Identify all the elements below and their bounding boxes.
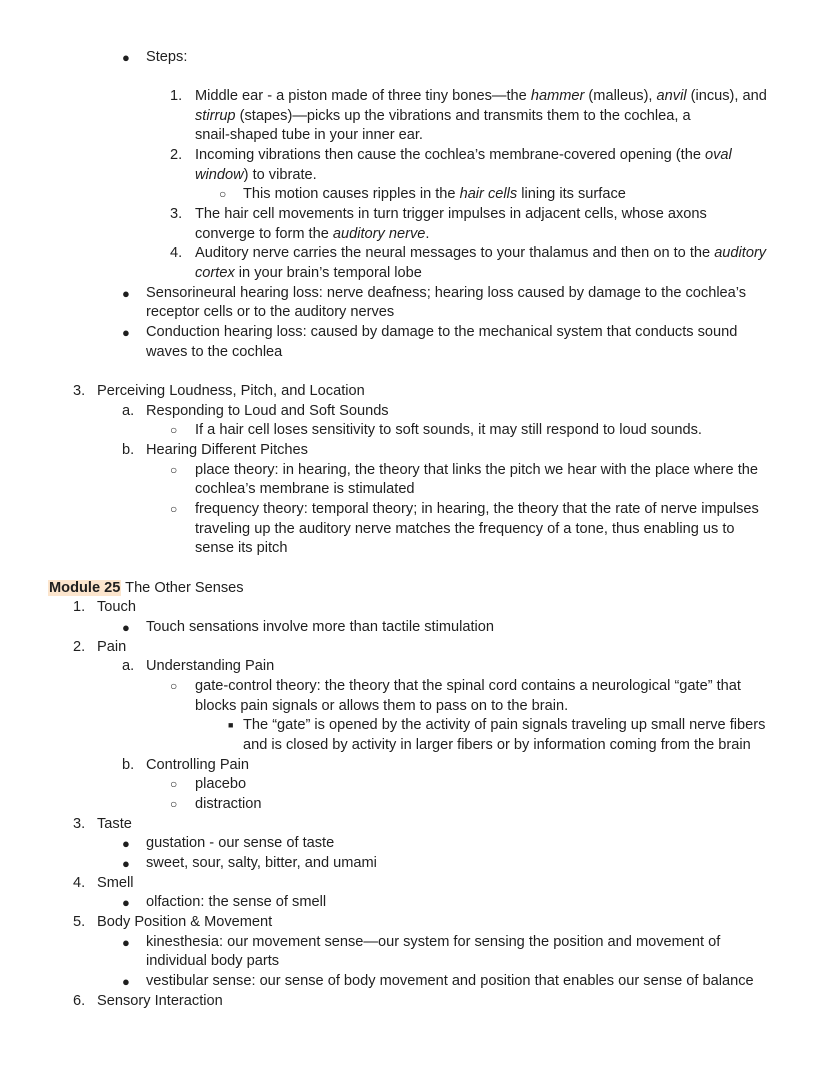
frequency-theory-line-1: frequency theory: temporal theory; in hearing, the theory that the rate of nerve impulses <box>195 501 759 517</box>
circle-marker: ○ <box>219 187 227 201</box>
bullet-marker: ● <box>122 620 130 635</box>
place-theory-line-2: cochlea’s membrane is stimulated <box>195 481 415 497</box>
bullet-marker: ● <box>122 836 130 851</box>
controlling-pain: Controlling Pain <box>146 757 250 773</box>
bullet-marker: ● <box>122 286 130 301</box>
bullet-marker: ● <box>122 974 130 989</box>
bullet-marker: ● <box>122 895 130 910</box>
step-4-line-2: cortex in your brain’s temporal lobe <box>195 265 422 281</box>
taste-heading: Taste <box>97 816 132 832</box>
item-number: 2. <box>73 639 86 655</box>
step-4-line-1: Auditory nerve carries the neural messages to your thalamus and then on to the auditory <box>195 245 767 261</box>
pain-heading: Pain <box>97 639 127 655</box>
section-3b-title: Hearing Different Pitches <box>146 442 308 458</box>
section-3-title: Perceiving Loudness, Pitch, and Location <box>97 383 365 399</box>
frequency-theory-line-3: sense its pitch <box>195 540 288 556</box>
circle-marker: ○ <box>170 797 178 811</box>
sub-letter: a. <box>122 658 135 674</box>
olfaction-point: olfaction: the sense of smell <box>146 894 327 910</box>
module-25-heading: Module 25 The Other Senses <box>49 580 244 596</box>
step-number: 2. <box>170 147 183 163</box>
steps-label: Steps: <box>146 49 188 65</box>
bullet-marker: ● <box>122 50 130 65</box>
body-position-heading: Body Position & Movement <box>97 914 273 930</box>
step-3-line-1: The hair cell movements in turn trigger impulses in adjacent cells, whose axons <box>195 206 707 222</box>
item-number: 4. <box>73 875 86 891</box>
circle-marker: ○ <box>170 502 178 516</box>
step-2-line-2: window) to vibrate. <box>195 167 317 183</box>
step-2-subpoint: This motion causes ripples in the hair cells lining its surface <box>243 186 626 202</box>
circle-marker: ○ <box>170 679 178 693</box>
smell-heading: Smell <box>97 875 134 891</box>
kinesthesia-line-1: kinesthesia: our movement sense—our system for sensing the position and movement of <box>146 934 721 950</box>
step-1-line-1: Middle ear - a piston made of three tiny bones—the hammer (malleus), anvil (incus), and <box>195 88 767 104</box>
conduction-line-2: waves to the cochlea <box>146 344 283 360</box>
sensorineural-line-1: Sensorineural hearing loss: nerve deafness; hearing loss caused by damage to the cochlea’s <box>146 285 747 301</box>
frequency-theory-line-2: traveling up the auditory nerve matches the frequency of a tone, thus enabling us to <box>195 521 735 537</box>
bullet-marker: ● <box>122 856 130 871</box>
section-3a-point: If a hair cell loses sensitivity to soft sounds, it may still respond to loud sounds. <box>195 422 702 438</box>
conduction-line-1: Conduction hearing loss: caused by damage to the mechanical system that conducts sound <box>146 324 738 340</box>
sub-letter: b. <box>122 442 135 458</box>
sub-letter: b. <box>122 757 135 773</box>
gustation-point: gustation - our sense of taste <box>146 835 335 851</box>
kinesthesia-line-2: individual body parts <box>146 953 280 969</box>
module-label: Module 25 <box>49 580 121 596</box>
square-marker: ■ <box>228 720 234 730</box>
placebo-item: placebo <box>195 776 247 792</box>
section-3a-title: Responding to Loud and Soft Sounds <box>146 403 389 419</box>
item-number: 3. <box>73 816 86 832</box>
step-number: 1. <box>170 88 183 104</box>
sub-letter: a. <box>122 403 135 419</box>
gate-detail-line-2: and is closed by activity in larger fibers or by information coming from the brain <box>243 737 751 753</box>
gate-control-line-1: gate-control theory: the theory that the spinal cord contains a neurological “gate” that <box>195 678 741 694</box>
item-number: 5. <box>73 914 86 930</box>
vestibular-point: vestibular sense: our sense of body movement and position that enables our sense of balance <box>146 973 754 989</box>
step-2-line-1: Incoming vibrations then cause the cochlea’s membrane-covered opening (the oval <box>195 147 732 163</box>
gate-control-line-2: blocks pain signals or allows them to pass on to the brain. <box>195 698 569 714</box>
understanding-pain: Understanding Pain <box>146 658 275 674</box>
step-1-line-3: snail-shaped tube in your inner ear. <box>195 127 423 143</box>
step-3-line-2: converge to form the auditory nerve. <box>195 226 430 242</box>
circle-marker: ○ <box>170 463 178 477</box>
bullet-marker: ● <box>122 935 130 950</box>
bullet-marker: ● <box>122 325 130 340</box>
section-number: 3. <box>73 383 86 399</box>
circle-marker: ○ <box>170 777 178 791</box>
touch-heading: Touch <box>97 599 136 615</box>
step-1-line-2: stirrup (stapes)—picks up the vibrations and transmits them to the cochlea, a <box>195 108 691 124</box>
touch-point: Touch sensations involve more than tactile stimulation <box>146 619 494 635</box>
step-number: 3. <box>170 206 183 222</box>
sensorineural-line-2: receptor cells or to the auditory nerves <box>146 304 395 320</box>
tastes-point: sweet, sour, salty, bitter, and umami <box>146 855 377 871</box>
gate-detail-line-1: The “gate” is opened by the activity of pain signals traveling up small nerve fibers <box>243 717 766 733</box>
sensory-interaction-heading: Sensory Interaction <box>97 993 223 1009</box>
place-theory-line-1: place theory: in hearing, the theory that links the pitch we hear with the place where the <box>195 462 758 478</box>
distraction-item: distraction <box>195 796 262 812</box>
step-number: 4. <box>170 245 183 261</box>
item-number: 6. <box>73 993 86 1009</box>
circle-marker: ○ <box>170 423 178 437</box>
item-number: 1. <box>73 599 86 615</box>
